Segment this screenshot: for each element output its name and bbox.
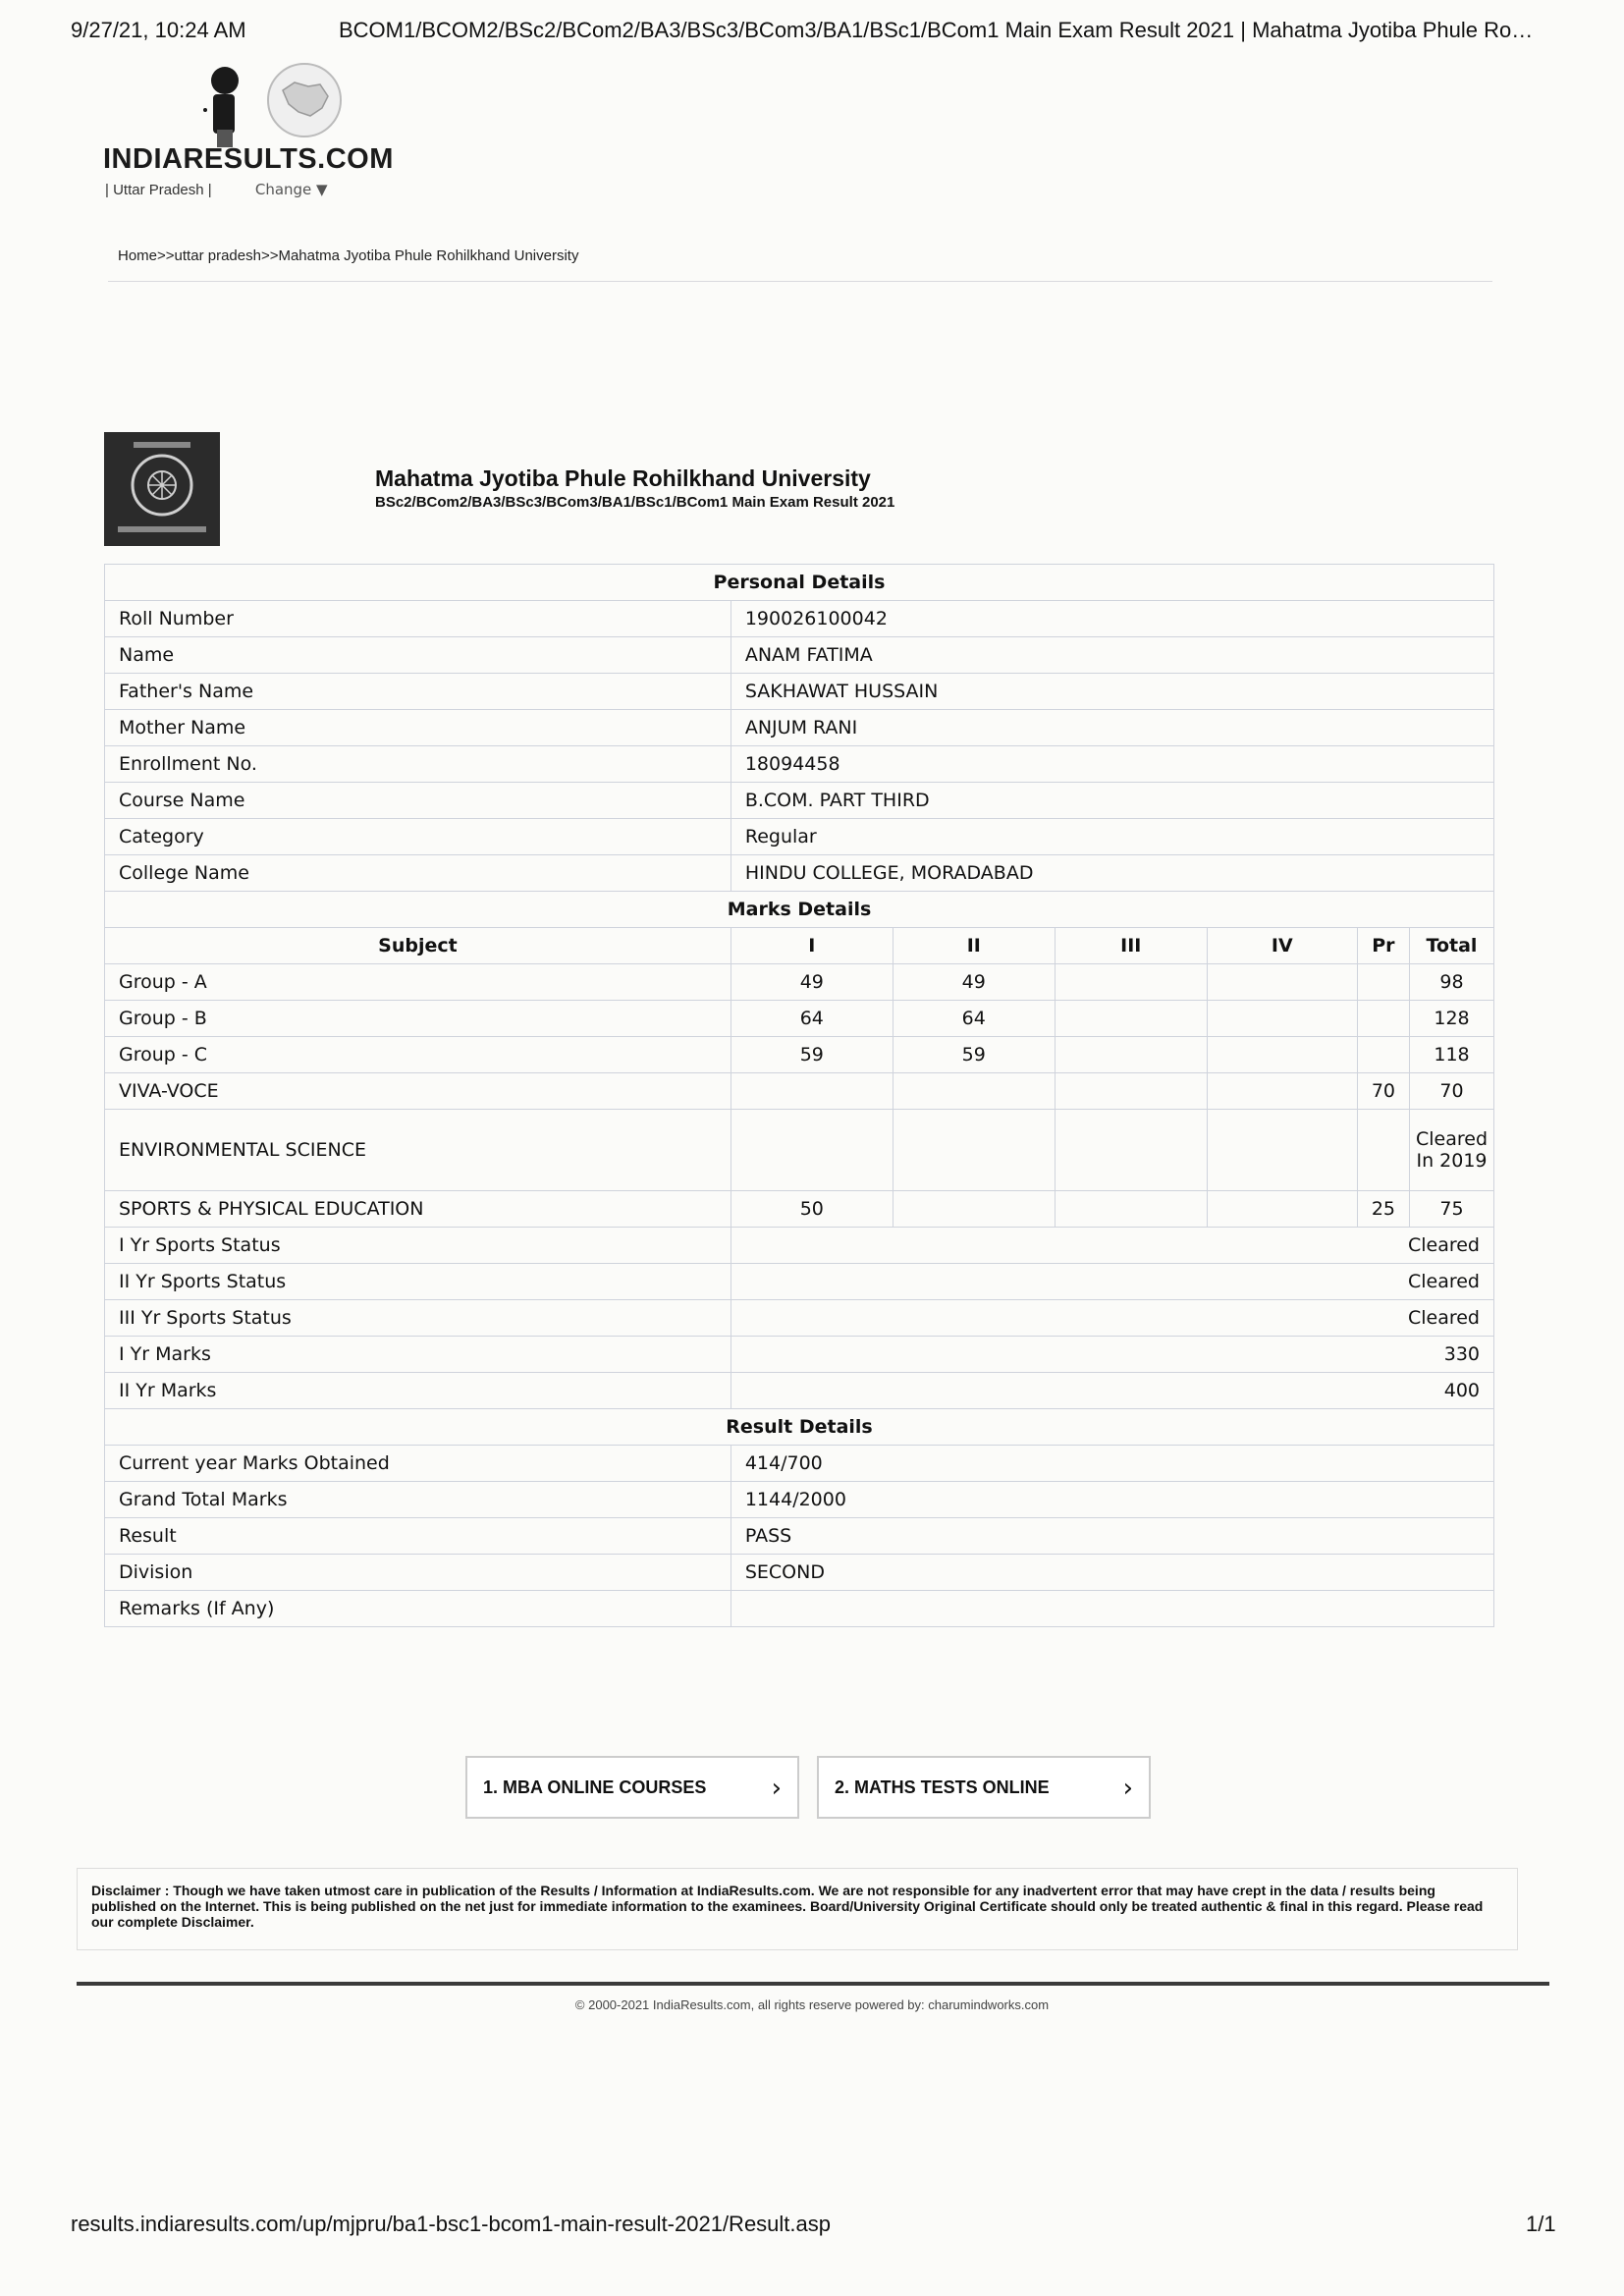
copyright-text: © 2000-2021 IndiaResults.com, all rights reserve powered by: charumindworks.com — [574, 1997, 1050, 2012]
field-value: 414/700 — [731, 1446, 1493, 1482]
marks-cell — [1055, 1073, 1207, 1110]
marks-header-row — [105, 928, 1494, 964]
status-label: III Yr Sports Status — [105, 1300, 731, 1337]
site-logo[interactable] — [103, 59, 394, 206]
column-header: Subject — [105, 928, 731, 964]
uttar-pradesh-map-icon — [265, 61, 344, 139]
field-value: SAKHAWAT HUSSAIN — [731, 674, 1493, 710]
marks-cell — [1357, 1037, 1409, 1073]
status-label: II Yr Sports Status — [105, 1264, 731, 1300]
marks-cell — [1207, 1037, 1357, 1073]
breadcrumb-divider — [108, 281, 1492, 282]
table-row — [105, 1037, 1494, 1073]
marks-cell — [1357, 1001, 1409, 1037]
mba-online-courses-button[interactable] — [465, 1756, 799, 1819]
exam-name: BSc2/BCom2/BA3/BSc3/BCom3/BA1/BSc1/BCom1 Main Exam Result 2021 — [375, 494, 895, 511]
marks-cell — [893, 1191, 1055, 1228]
marks-cell — [1207, 1073, 1357, 1110]
table-row — [105, 1228, 1494, 1264]
field-label: Father's Name — [105, 674, 731, 710]
table-row — [105, 1555, 1494, 1591]
table-row — [105, 1110, 1494, 1191]
total-cell: 75 — [1410, 1191, 1494, 1228]
result-details-heading: Result Details — [105, 1409, 1494, 1446]
marks-cell — [1207, 1191, 1357, 1228]
field-value: B.COM. PART THIRD — [731, 783, 1493, 819]
total-cell: 118 — [1410, 1037, 1494, 1073]
table-row — [105, 637, 1494, 674]
field-label: Current year Marks Obtained — [105, 1446, 731, 1482]
print-page-number: 1/1 — [1526, 2212, 1556, 2236]
chevron-right-icon: › — [771, 1774, 782, 1803]
university-name: Mahatma Jyotiba Phule Rohilkhand University — [375, 465, 871, 491]
field-value: 18094458 — [731, 746, 1493, 783]
status-value: Cleared — [731, 1264, 1493, 1300]
table-row — [105, 855, 1494, 892]
field-label: Division — [105, 1555, 731, 1591]
marks-cell — [1055, 1110, 1207, 1191]
marks-cell: 59 — [731, 1037, 893, 1073]
personal-details-heading: Personal Details — [105, 565, 1494, 601]
table-row — [105, 1482, 1494, 1518]
column-header: Total — [1410, 928, 1494, 964]
result-table — [104, 564, 1494, 1627]
table-row — [105, 819, 1494, 855]
disclaimer-text: Disclaimer : Though we have taken utmost care in publication of the Results / Information at IndiaResults.com. We are not responsible for any inadvertent error that may have crept in the data / results being published on the Internet. This is being published on the net just for immediate information to the examinees. Board/University Original Certificate should only be treated authentic & final in this regard. Please read our complete Disclaimer. — [77, 1868, 1518, 1950]
footer-divider — [77, 1982, 1549, 1986]
status-value: 400 — [731, 1373, 1493, 1409]
field-label: Result — [105, 1518, 731, 1555]
marks-cell — [1055, 1001, 1207, 1037]
maths-tests-online-button[interactable] — [817, 1756, 1151, 1819]
university-seal-icon — [104, 432, 220, 546]
table-row — [105, 1191, 1494, 1228]
logo-person-icon — [201, 65, 246, 149]
table-row — [105, 783, 1494, 819]
subject-name: SPORTS & PHYSICAL EDUCATION — [105, 1191, 731, 1228]
column-header: III — [1055, 928, 1207, 964]
field-value — [731, 1591, 1493, 1627]
subject-name: ENVIRONMENTAL SCIENCE — [105, 1110, 731, 1191]
field-value: Regular — [731, 819, 1493, 855]
status-label: I Yr Sports Status — [105, 1228, 731, 1264]
promo-label: 1. MBA ONLINE COURSES — [483, 1777, 707, 1797]
status-label: II Yr Marks — [105, 1373, 731, 1409]
marks-cell: 49 — [731, 964, 893, 1001]
total-cell: Cleared In 2019 — [1410, 1110, 1494, 1191]
marks-cell: 50 — [731, 1191, 893, 1228]
column-header: Pr — [1357, 928, 1409, 964]
marks-details-heading: Marks Details — [105, 892, 1494, 928]
subject-name: Group - B — [105, 1001, 731, 1037]
table-row — [105, 964, 1494, 1001]
field-label: Roll Number — [105, 601, 731, 637]
field-value: HINDU COLLEGE, MORADABAD — [731, 855, 1493, 892]
breadcrumb-home-link[interactable]: Home — [118, 247, 158, 264]
table-row — [105, 1300, 1494, 1337]
column-header: IV — [1207, 928, 1357, 964]
marks-cell: 25 — [1357, 1191, 1409, 1228]
field-value: 1144/2000 — [731, 1482, 1493, 1518]
table-row — [105, 674, 1494, 710]
marks-cell — [893, 1073, 1055, 1110]
table-row — [105, 1001, 1494, 1037]
region-label: | Uttar Pradesh | — [105, 182, 212, 198]
column-header: II — [893, 928, 1055, 964]
change-region-link[interactable]: Change ▼ — [254, 181, 328, 198]
field-label: Enrollment No. — [105, 746, 731, 783]
breadcrumb — [118, 247, 578, 264]
total-cell: 70 — [1410, 1073, 1494, 1110]
site-brand: INDIARESULTS.COM — [103, 143, 394, 175]
marks-cell — [1207, 1110, 1357, 1191]
marks-cell — [1207, 964, 1357, 1001]
field-label: Grand Total Marks — [105, 1482, 731, 1518]
chevron-right-icon: › — [1122, 1774, 1133, 1803]
field-label: Remarks (If Any) — [105, 1591, 731, 1627]
table-row — [105, 1073, 1494, 1110]
breadcrumb-university-link[interactable]: Mahatma Jyotiba Phule Rohilkhand University — [278, 247, 579, 264]
table-row — [105, 746, 1494, 783]
breadcrumb-separator: >> — [260, 247, 279, 264]
table-row — [105, 1337, 1494, 1373]
table-row — [105, 601, 1494, 637]
table-row — [105, 1591, 1494, 1627]
field-value: ANAM FATIMA — [731, 637, 1493, 674]
status-value: Cleared — [731, 1300, 1493, 1337]
total-cell: 98 — [1410, 964, 1494, 1001]
table-row — [105, 1264, 1494, 1300]
marks-cell — [1055, 1037, 1207, 1073]
print-page-title: BCOM1/BCOM2/BSc2/BCom2/BA3/BSc3/BCom3/BA1/BSc1/BCom1 Main Exam Result 2021 | Mahatma Jyotiba Phule Ro… — [339, 18, 1534, 42]
field-label: Course Name — [105, 783, 731, 819]
marks-cell: 64 — [731, 1001, 893, 1037]
marks-cell — [1207, 1001, 1357, 1037]
field-value: SECOND — [731, 1555, 1493, 1591]
marks-cell: 59 — [893, 1037, 1055, 1073]
field-label: College Name — [105, 855, 731, 892]
column-header: I — [731, 928, 893, 964]
field-label: Category — [105, 819, 731, 855]
total-cell: 128 — [1410, 1001, 1494, 1037]
region-selector[interactable] — [105, 181, 328, 198]
print-datetime: 9/27/21, 10:24 AM — [71, 18, 246, 42]
promo-label: 2. MATHS TESTS ONLINE — [835, 1777, 1050, 1797]
marks-cell — [731, 1110, 893, 1191]
marks-cell: 64 — [893, 1001, 1055, 1037]
field-label: Name — [105, 637, 731, 674]
marks-cell — [1357, 1110, 1409, 1191]
marks-cell — [1055, 1191, 1207, 1228]
field-label: Mother Name — [105, 710, 731, 746]
marks-cell — [731, 1073, 893, 1110]
subject-name: Group - A — [105, 964, 731, 1001]
subject-name: VIVA-VOCE — [105, 1073, 731, 1110]
status-label: I Yr Marks — [105, 1337, 731, 1373]
subject-name: Group - C — [105, 1037, 731, 1073]
marks-cell: 49 — [893, 964, 1055, 1001]
breadcrumb-state-link[interactable]: uttar pradesh — [174, 247, 261, 264]
marks-cell: 70 — [1357, 1073, 1409, 1110]
field-value: ANJUM RANI — [731, 710, 1493, 746]
table-row — [105, 1518, 1494, 1555]
table-row — [105, 710, 1494, 746]
marks-cell — [893, 1110, 1055, 1191]
status-value: 330 — [731, 1337, 1493, 1373]
field-value: PASS — [731, 1518, 1493, 1555]
print-url: results.indiaresults.com/up/mjpru/ba1-bsc1-bcom1-main-result-2021/Result.asp — [71, 2212, 831, 2236]
marks-cell — [1357, 964, 1409, 1001]
table-row — [105, 1373, 1494, 1409]
marks-cell — [1055, 964, 1207, 1001]
table-row — [105, 1446, 1494, 1482]
status-value: Cleared — [731, 1228, 1493, 1264]
field-value: 190026100042 — [731, 601, 1493, 637]
breadcrumb-separator: >> — [157, 247, 175, 264]
